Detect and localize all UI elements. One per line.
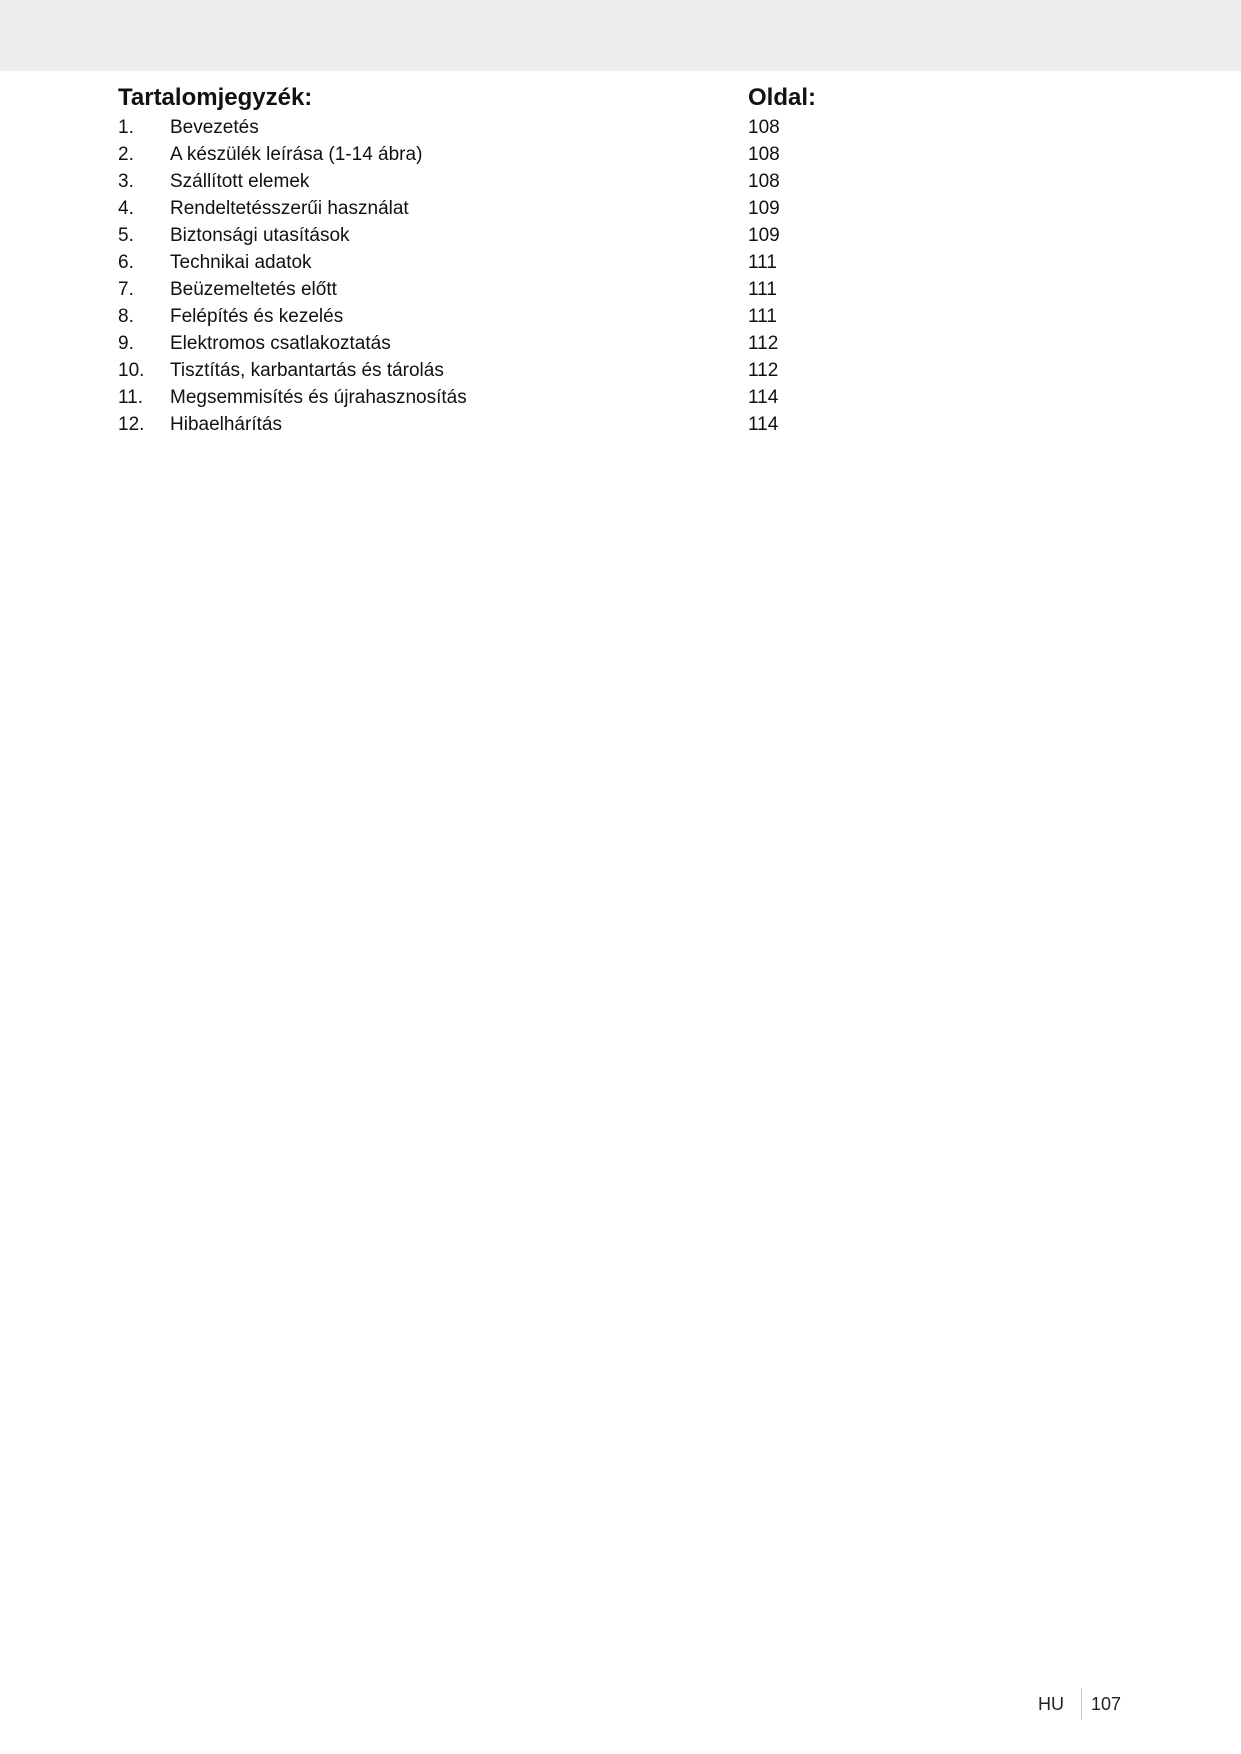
toc-entry-page: 111	[748, 279, 777, 300]
header-band	[0, 0, 1241, 71]
footer-divider	[1081, 1688, 1082, 1720]
toc-entry	[118, 303, 878, 330]
toc-entry	[118, 384, 878, 411]
toc-entry	[118, 249, 878, 276]
page-number: 107	[1091, 1694, 1122, 1714]
toc-entry	[118, 195, 878, 222]
toc-entry	[118, 330, 878, 357]
toc-entry-page: 114	[748, 414, 779, 435]
toc-entry-number: 12.	[118, 414, 145, 435]
toc-entry-label: Biztonsági utasítások	[170, 225, 350, 246]
toc-entry-label: Felépítés és kezelés	[170, 306, 344, 327]
toc-entry-number: 6.	[118, 252, 134, 273]
toc-entry-label: Elektromos csatlakoztatás	[170, 333, 391, 354]
toc-entry	[118, 276, 878, 303]
toc-entry-page: 109	[748, 225, 780, 246]
toc-entry	[118, 222, 878, 249]
table-of-contents	[118, 82, 878, 438]
toc-entry-page: 108	[748, 144, 780, 165]
toc-entry-label: Technikai adatok	[170, 252, 312, 273]
toc-entry-label: Bevezetés	[170, 117, 259, 138]
toc-entry-label: Szállított elemek	[170, 171, 310, 192]
toc-header	[118, 82, 878, 114]
toc-entry	[118, 357, 878, 384]
toc-entry-page: 111	[748, 306, 777, 327]
toc-entry-page: 112	[748, 333, 779, 354]
toc-page-heading: Oldal:	[748, 84, 817, 111]
toc-entry-label: Megsemmisítés és újrahasznosítás	[170, 387, 467, 408]
language-code: HU	[1038, 1694, 1064, 1714]
toc-entry-number: 7.	[118, 279, 134, 300]
toc-entry-page: 108	[748, 171, 780, 192]
toc-entry-page: 109	[748, 198, 780, 219]
toc-entry-label: Hibaelhárítás	[170, 414, 282, 435]
toc-entry-number: 1.	[118, 117, 134, 138]
toc-title: Tartalomjegyzék:	[118, 84, 313, 111]
toc-entry-number: 9.	[118, 333, 134, 354]
toc-entry-page: 114	[748, 387, 779, 408]
toc-list	[118, 114, 878, 438]
toc-entry-label: Rendeltetésszerűi használat	[170, 198, 409, 219]
toc-entry-label: A készülék leírása (1-14 ábra)	[170, 144, 423, 165]
toc-entry-number: 5.	[118, 225, 134, 246]
toc-entry	[118, 168, 878, 195]
toc-entry	[118, 114, 878, 141]
toc-entry	[118, 141, 878, 168]
toc-entry-number: 11.	[118, 387, 144, 408]
toc-entry-label: Tisztítás, karbantartás és tárolás	[170, 360, 444, 381]
toc-entry-page: 112	[748, 360, 779, 381]
toc-entry	[118, 411, 878, 438]
toc-entry-number: 2.	[118, 144, 134, 165]
toc-entry-page: 111	[748, 252, 777, 273]
toc-entry-page: 108	[748, 117, 780, 138]
toc-entry-number: 8.	[118, 306, 134, 327]
toc-entry-number: 4.	[118, 198, 134, 219]
toc-entry-number: 10.	[118, 360, 145, 381]
toc-entry-number: 3.	[118, 171, 134, 192]
toc-entry-label: Beüzemeltetés előtt	[170, 279, 337, 300]
